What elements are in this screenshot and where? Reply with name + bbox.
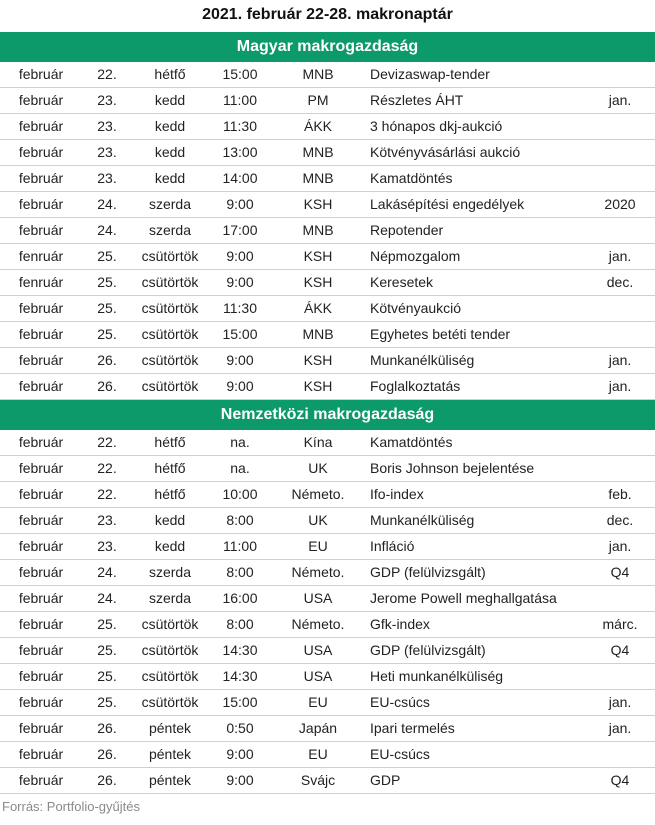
- date-cell: 26.: [97, 378, 117, 394]
- period-cell: jan.: [608, 378, 632, 394]
- table-row: [0, 560, 655, 586]
- time-cell: 9:00: [226, 248, 254, 264]
- weekday-cell: szerda: [148, 222, 192, 238]
- time-cell: 15:00: [222, 326, 258, 342]
- time-cell: 9:00: [226, 274, 254, 290]
- date-cell: 22.: [97, 434, 117, 450]
- event-cell: Boris Johnson bejelentése: [370, 460, 535, 476]
- weekday-cell: csütörtök: [141, 352, 199, 368]
- time-cell: 9:00: [226, 352, 254, 368]
- period-cell: jan.: [608, 720, 632, 736]
- table-row: [0, 166, 655, 192]
- table-row: [0, 430, 655, 456]
- page-title: 2021. február 22-28. makronaptár: [202, 6, 453, 23]
- source-cell: Németo.: [291, 486, 345, 502]
- date-cell: 25.: [97, 326, 117, 342]
- source-cell: EU: [308, 746, 328, 762]
- event-cell: GDP: [370, 772, 401, 788]
- period-cell: [590, 322, 650, 347]
- weekday-cell: kedd: [154, 92, 186, 108]
- period-cell: [590, 166, 650, 191]
- date-cell: 25.: [97, 300, 117, 316]
- period-cell: [590, 218, 650, 243]
- time-cell: 9:00: [226, 378, 254, 394]
- date-cell: 22.: [97, 486, 117, 502]
- event-cell: Munkanélküliség: [370, 352, 475, 368]
- event-cell: Népmozgalom: [370, 248, 461, 264]
- source-note: Forrás: Portfolio-gyűjtés: [2, 799, 140, 814]
- weekday-cell: kedd: [154, 170, 186, 186]
- event-cell: 3 hónapos dkj-aukció: [370, 118, 503, 134]
- time-cell: 16:00: [222, 590, 258, 606]
- table-row: [0, 534, 655, 560]
- month-cell: február: [18, 196, 64, 212]
- weekday-cell: péntek: [148, 772, 192, 788]
- month-cell: február: [18, 326, 64, 342]
- time-cell: 10:00: [222, 486, 258, 502]
- event-cell: Ipari termelés: [370, 720, 455, 736]
- source-cell: MNB: [302, 326, 334, 342]
- weekday-cell: csütörtök: [141, 274, 199, 290]
- weekday-cell: szerda: [148, 564, 192, 580]
- table-row: [0, 218, 655, 244]
- time-cell: 15:00: [222, 66, 258, 82]
- event-cell: Munkanélküliség: [370, 512, 475, 528]
- weekday-cell: csütörtök: [141, 642, 199, 658]
- month-cell: február: [18, 564, 64, 580]
- event-cell: Gfk-index: [370, 616, 430, 632]
- source-cell: ÁKK: [303, 118, 332, 134]
- event-cell: Infláció: [370, 538, 415, 554]
- period-cell: 2020: [604, 196, 636, 212]
- time-cell: 14:30: [222, 668, 258, 684]
- source-cell: Kína: [303, 434, 333, 450]
- time-cell: 9:00: [226, 746, 254, 762]
- weekday-cell: kedd: [154, 512, 186, 528]
- weekday-cell: kedd: [154, 144, 186, 160]
- month-cell: fenruár: [18, 274, 64, 290]
- event-cell: Repotender: [370, 222, 444, 238]
- event-cell: GDP (felülvizsgált): [370, 564, 486, 580]
- month-cell: február: [18, 694, 64, 710]
- date-cell: 22.: [97, 66, 117, 82]
- source-cell: USA: [303, 668, 333, 684]
- month-cell: február: [18, 434, 64, 450]
- period-cell: jan.: [608, 92, 632, 108]
- time-cell: 13:00: [222, 144, 258, 160]
- weekday-cell: szerda: [148, 590, 192, 606]
- date-cell: 25.: [97, 642, 117, 658]
- month-cell: február: [18, 642, 64, 658]
- time-cell: 8:00: [226, 616, 254, 632]
- source-cell: Németo.: [291, 616, 345, 632]
- event-cell: Kötvényaukció: [370, 300, 462, 316]
- weekday-cell: hétfő: [154, 486, 186, 502]
- month-cell: február: [18, 144, 64, 160]
- date-cell: 25.: [97, 274, 117, 290]
- time-cell: 15:00: [222, 694, 258, 710]
- month-cell: február: [18, 92, 64, 108]
- event-cell: Kamatdöntés: [370, 170, 453, 186]
- period-cell: [590, 742, 650, 767]
- table-row: [0, 742, 655, 768]
- event-cell: Részletes ÁHT: [370, 92, 464, 108]
- weekday-cell: hétfő: [154, 460, 186, 476]
- period-cell: feb.: [608, 486, 632, 502]
- month-cell: február: [18, 616, 64, 632]
- weekday-cell: hétfő: [154, 434, 186, 450]
- table-row: [0, 508, 655, 534]
- period-cell: [590, 296, 650, 321]
- source-cell: EU: [308, 538, 328, 554]
- time-cell: 9:00: [226, 196, 254, 212]
- event-cell: EU-csúcs: [370, 694, 430, 710]
- weekday-cell: csütörtök: [141, 694, 199, 710]
- month-cell: február: [18, 512, 64, 528]
- period-cell: [590, 430, 650, 455]
- weekday-cell: csütörtök: [141, 326, 199, 342]
- date-cell: 26.: [97, 720, 117, 736]
- weekday-cell: csütörtök: [141, 668, 199, 684]
- table-row: [0, 62, 655, 88]
- time-cell: 11:30: [223, 300, 257, 316]
- weekday-cell: kedd: [154, 538, 186, 554]
- table-row: [0, 768, 655, 794]
- source-cell: ÁKK: [303, 300, 332, 316]
- date-cell: 25.: [97, 668, 117, 684]
- time-cell: 9:00: [226, 772, 254, 788]
- source-cell: USA: [303, 590, 333, 606]
- date-cell: 23.: [97, 92, 117, 108]
- table-row: [0, 348, 655, 374]
- period-cell: [590, 456, 650, 481]
- period-cell: [590, 586, 650, 611]
- time-cell: 17:00: [222, 222, 258, 238]
- date-cell: 24.: [97, 564, 117, 580]
- period-cell: [590, 62, 650, 87]
- month-cell: február: [18, 66, 64, 82]
- section-header: Magyar makrogazdaság: [0, 32, 655, 62]
- source-cell: EU: [308, 694, 328, 710]
- period-cell: jan.: [608, 694, 632, 710]
- source-cell: UK: [308, 460, 328, 476]
- table-row: [0, 88, 655, 114]
- weekday-cell: kedd: [154, 118, 186, 134]
- weekday-cell: csütörtök: [141, 616, 199, 632]
- table-row: [0, 586, 655, 612]
- event-cell: Kötvényvásárlási aukció: [370, 144, 521, 160]
- source-cell: KSH: [303, 196, 333, 212]
- source-cell: USA: [303, 642, 333, 658]
- source-cell: UK: [308, 512, 328, 528]
- section-header: Nemzetközi makrogazdaság: [0, 400, 655, 430]
- source-cell: MNB: [302, 170, 334, 186]
- date-cell: 25.: [97, 694, 117, 710]
- time-cell: 14:30: [222, 642, 258, 658]
- month-cell: február: [18, 746, 64, 762]
- weekday-cell: hétfő: [154, 66, 186, 82]
- month-cell: február: [18, 460, 64, 476]
- date-cell: 25.: [97, 616, 117, 632]
- period-cell: Q4: [610, 564, 630, 580]
- date-cell: 23.: [97, 538, 117, 554]
- event-cell: GDP (felülvizsgált): [370, 642, 486, 658]
- weekday-cell: csütörtök: [141, 378, 199, 394]
- date-cell: 26.: [97, 352, 117, 368]
- event-cell: Jerome Powell meghallgatása: [370, 590, 557, 606]
- period-cell: Q4: [610, 772, 630, 788]
- period-cell: jan.: [608, 538, 632, 554]
- source-cell: Svájc: [300, 772, 336, 788]
- time-cell: na.: [230, 434, 250, 450]
- source-cell: KSH: [303, 248, 333, 264]
- event-cell: Heti munkanélküliség: [370, 668, 504, 684]
- event-cell: EU-csúcs: [370, 746, 430, 762]
- time-cell: 11:00: [223, 92, 257, 108]
- date-cell: 26.: [97, 772, 117, 788]
- event-cell: Egyhetes betéti tender: [370, 326, 511, 342]
- table-row: [0, 456, 655, 482]
- month-cell: február: [18, 118, 64, 134]
- month-cell: február: [18, 170, 64, 186]
- time-cell: 14:00: [222, 170, 258, 186]
- period-cell: jan.: [608, 352, 632, 368]
- time-cell: 8:00: [226, 564, 254, 580]
- period-cell: jan.: [608, 248, 632, 264]
- table-row: [0, 374, 655, 400]
- date-cell: 23.: [97, 118, 117, 134]
- time-cell: 8:00: [226, 512, 254, 528]
- period-cell: Q4: [610, 642, 630, 658]
- date-cell: 23.: [97, 170, 117, 186]
- source-cell: Németo.: [291, 564, 345, 580]
- period-cell: dec.: [606, 512, 634, 528]
- period-cell: dec.: [606, 274, 634, 290]
- date-cell: 26.: [97, 746, 117, 762]
- month-cell: február: [18, 486, 64, 502]
- date-cell: 24.: [97, 196, 117, 212]
- month-cell: február: [18, 352, 64, 368]
- date-cell: 24.: [97, 590, 117, 606]
- table-row: [0, 192, 655, 218]
- event-cell: Lakásépítési engedélyek: [370, 196, 525, 212]
- time-cell: 11:30: [223, 118, 257, 134]
- date-cell: 23.: [97, 512, 117, 528]
- table-row: [0, 114, 655, 140]
- period-cell: márc.: [602, 616, 638, 632]
- event-cell: Ifo-index: [370, 486, 424, 502]
- source-cell: Japán: [298, 720, 338, 736]
- month-cell: fenruár: [18, 248, 64, 264]
- table-row: [0, 638, 655, 664]
- month-cell: február: [18, 772, 64, 788]
- table-row: [0, 140, 655, 166]
- source-cell: KSH: [303, 274, 333, 290]
- calendar-table: [0, 32, 655, 794]
- table-row: [0, 244, 655, 270]
- month-cell: február: [18, 668, 64, 684]
- period-cell: [590, 664, 650, 689]
- month-cell: február: [18, 378, 64, 394]
- weekday-cell: csütörtök: [141, 248, 199, 264]
- source-cell: MNB: [302, 222, 334, 238]
- event-cell: Keresetek: [370, 274, 434, 290]
- date-cell: 23.: [97, 144, 117, 160]
- weekday-cell: péntek: [148, 720, 192, 736]
- table-row: [0, 482, 655, 508]
- table-row: [0, 270, 655, 296]
- table-row: [0, 664, 655, 690]
- source-cell: PM: [307, 92, 329, 108]
- month-cell: február: [18, 538, 64, 554]
- period-cell: [590, 140, 650, 165]
- source-cell: MNB: [302, 66, 334, 82]
- table-row: [0, 322, 655, 348]
- event-cell: Kamatdöntés: [370, 434, 453, 450]
- month-cell: február: [18, 590, 64, 606]
- weekday-cell: péntek: [148, 746, 192, 762]
- source-cell: MNB: [302, 144, 334, 160]
- month-cell: február: [18, 720, 64, 736]
- date-cell: 24.: [97, 222, 117, 238]
- date-cell: 25.: [97, 248, 117, 264]
- time-cell: 11:00: [223, 538, 257, 554]
- period-cell: [590, 114, 650, 139]
- weekday-cell: csütörtök: [141, 300, 199, 316]
- event-cell: Devizaswap-tender: [370, 66, 490, 82]
- weekday-cell: szerda: [148, 196, 192, 212]
- time-cell: na.: [230, 460, 250, 476]
- source-cell: KSH: [303, 352, 333, 368]
- table-row: [0, 716, 655, 742]
- table-row: [0, 690, 655, 716]
- source-cell: KSH: [303, 378, 333, 394]
- date-cell: 22.: [97, 460, 117, 476]
- table-row: [0, 296, 655, 322]
- event-cell: Foglalkoztatás: [370, 378, 461, 394]
- month-cell: február: [18, 222, 64, 238]
- table-row: [0, 612, 655, 638]
- month-cell: február: [18, 300, 64, 316]
- time-cell: 0:50: [226, 720, 254, 736]
